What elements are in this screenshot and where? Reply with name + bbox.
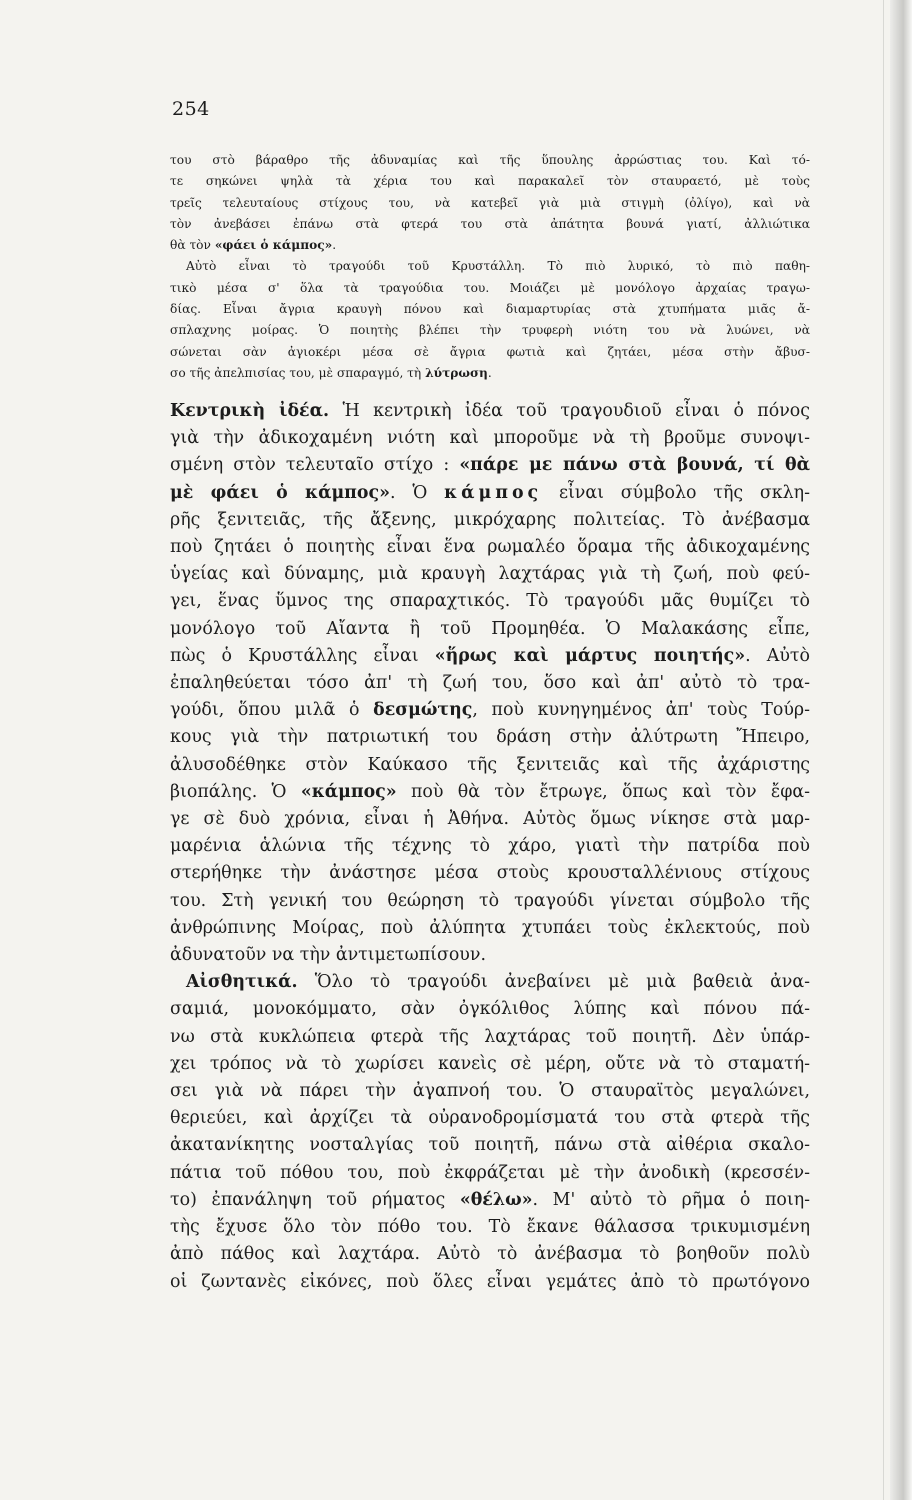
text-line: βιοπάλης. Ὁ «κάμπος» ποὺ θὰ τὸν ἔτρωγε, ὅπως καὶ τὸν ἔφα- [170,781,810,802]
text-line: ἐπαληθεύεται τόσο ἀπ' τὴ ζωή του, ὅσο καὶ ἀπ' αὐτὸ τὸ τρα- [170,673,810,694]
page-fold-line [883,0,884,1500]
text-line: του. Στὴ γενική του θεώρηση τὸ τραγούδι γίνεται σύμβολο τῆς [170,890,810,911]
text-line: ποὺ ζητάει ὁ ποιητὴς εἶναι ἕνα ρωμαλέο ὅραμα τῆς ἀδικοχαμένης [170,537,810,558]
text-line: πάτια τοῦ πόθου του, ποὺ ἐκφράζεται μὲ τὴν ἀνοδικὴ (κρεσσέν- [170,1162,810,1183]
text-line: ἀλυσοδέθηκε στὸν Καύκασο τῆς ξενιτειᾶς καὶ τῆς ἀχάριστης [170,754,810,775]
text-line: δίας. Εἶναι ἄγρια κραυγὴ πόνου καὶ διαμαρτυρίας στὰ χτυπήματα μιᾶς ἄ- [170,302,810,317]
text-line: θὰ τὸν «φάει ὁ κάμπος». [170,238,337,253]
text-line: Αὐτὸ εἶναι τὸ τραγούδι τοῦ Κρυστάλλη. Τὸ πιὸ λυρικό, τὸ πιὸ παθη- [186,259,810,274]
text-line: γούδι, ὅπου μιλᾶ ὁ δεσμώτης, ποὺ κυνηγημένος ἀπ' τοὺς Τούρ- [170,700,810,721]
text-line: μὲ φάει ὁ κάμπος». Ὁ κάμπος εἶναι σύμβολο τῆς σκλη- [170,482,810,503]
text-line: κους γιὰ τὴν πατριωτική του δράση στὴν ἀλύτρωτη Ἤπειρο, [170,727,810,748]
text-line: σο τῆς ἀπελπισίας του, μὲ σπαραγμό, τὴ λύτρωση. [170,365,492,380]
text-line: τρεῖς τελευταίους στίχους του, νὰ κατεβεῖ γιὰ μιὰ στιγμὴ (ὀλίγο), καὶ νὰ [170,195,810,210]
text-line: στερήθηκε τὴν ἀνάστησε μέσα στοὺς κρουσταλλένιους στίχους [170,863,810,884]
text-line: σει γιὰ νὰ πάρει τὴν ἀγαπνοή του. Ὁ σταυραϊτὸς μεγαλώνει, [170,1081,810,1102]
text-line: τε σηκώνει ψηλὰ τὰ χέρια του καὶ παρακαλεῖ τὸν σταυραετό, μὲ τοὺς [170,174,810,189]
small-print-passage [170,150,810,384]
text-line: σμένη στὸν τελευταῖο στίχο : «πάρε με πάνω στὰ βουνά, τί θὰ [170,455,810,476]
text-line: ὑγείας καὶ δύναμης, μιὰ κραυγὴ λαχτάρας γιὰ τὴ ζωή, ποὺ φεύ- [170,564,810,585]
text-line: τὴς ἔχυσε ὅλο τὸν πόθο του. Τὸ ἔκανε θάλασσα τρικυμισμένη [170,1217,810,1238]
text-line: ρῆς ξενιτειᾶς, τῆς ἄξενης, μικρόχαρης πολιτείας. Τὸ ἀνέβασμα [170,509,810,530]
text-line: ἀκατανίκητης νοσταλγίας τοῦ ποιητῆ, πάνω στὰ αἰθέρια σκαλο- [170,1135,810,1156]
text-line: ἀπὸ πάθος καὶ λαχτάρα. Αὐτὸ τὸ ἀνέβασμα τὸ βοηθοῦν πολὺ [170,1244,810,1265]
text-line: σπλαχνης μοίρας. Ὁ ποιητὴς βλέπει τὴν τρυφερὴ νιότη του νὰ λυώνει, νὰ [170,323,810,338]
text-line: το) ἐπανάληψη τοῦ ρήματος «θέλω». Μ' αὐτὸ τὸ ρῆμα ὁ ποιη- [170,1189,810,1210]
text-line: θεριεύει, καὶ ἀρχίζει τὰ οὐρανοδρομίσματά του στὰ φτερὰ τῆς [170,1108,810,1129]
text-line: σώνεται σὰν ἀγιοκέρι μέσα σὲ ἄγρια φωτιὰ καὶ ζητάει, μέσα στὴν ἄβυσ- [170,344,810,359]
text-line: τὸν ἀνεβάσει ἐπάνω στὰ φτερά του στὰ ἀπάτητα βουνά γιατί, ἀλλιώτικα [170,216,810,231]
text-line: μονόλογο τοῦ Αἴαντα ἢ τοῦ Προμηθέα. Ὁ Μαλακάσης εἶπε, [170,618,810,639]
text-line: οἱ ζωντανὲς εἰκόνες, ποὺ ὅλες εἶναι γεμάτες ἀπὸ τὸ πρωτόγονο [170,1271,810,1292]
text-line: ἀδυνατοῦν να τὴν ἀντιμετωπίσουν. [170,945,486,966]
text-line: γε σὲ δυὸ χρόνια, εἶναι ἡ Ἀθήνα. Αὐτὸς ὅμως νίκησε στὰ μαρ- [170,809,810,830]
text-line: χει τρόπος νὰ τὸ χωρίσει κανεὶς σὲ μέρη, οὔτε νὰ τὸ σταματή- [170,1053,810,1074]
text-line: πὼς ὁ Κρυστάλλης εἶναι «ἥρως καὶ μάρτυς ποιητής». Αὐτὸ [170,645,810,666]
page-edge [890,0,912,1500]
main-passage [170,398,810,1296]
text-line: νω στὰ κυκλώπεια φτερὰ τῆς λαχτάρας τοῦ ποιητῆ. Δὲν ὑπάρ- [170,1026,810,1047]
page-number: 254 [172,98,210,120]
text-line: τικὸ μέσα σ' ὅλα τὰ τραγούδια του. Μοιάζει μὲ μονόλογο ἀρχαίας τραγω- [170,280,810,295]
text-line: του στὸ βάραθρο τῆς ἀδυναμίας καὶ τῆς ὕπουλης ἀρρώστιας του. Καὶ τό- [170,153,810,167]
text-line: Αἰσθητικά. Ὅλο τὸ τραγούδι ἀνεβαίνει μὲ μιὰ βαθειὰ ἀνα- [186,972,810,993]
text-line: Κεντρικὴ ἰδέα. Ἡ κεντρικὴ ἰδέα τοῦ τραγουδιοῦ εἶναι ὁ πόνος [170,401,810,421]
text-line: μαρένια ἁλώνια τῆς τέχνης τὸ χάρο, γιατὶ τὴν πατρίδα ποὺ [170,836,810,857]
text-line: γει, ἕνας ὕμνος της σπαραχτικός. Τὸ τραγούδι μᾶς θυμίζει τὸ [170,591,810,612]
text-line: σαμιά, μονοκόμματο, σὰν ὀγκόλιθος λύπης καὶ πόνου πά- [170,999,810,1020]
text-line: ἀνθρώπινης Μοίρας, ποὺ ἀλύπητα χτυπάει τοὺς ἐκλεκτούς, ποὺ [170,917,810,938]
text-line: γιὰ τὴν ἀδικοχαμένη νιότη καὶ μποροῦμε νὰ τὴ βροῦμε συνοψι- [170,428,810,449]
